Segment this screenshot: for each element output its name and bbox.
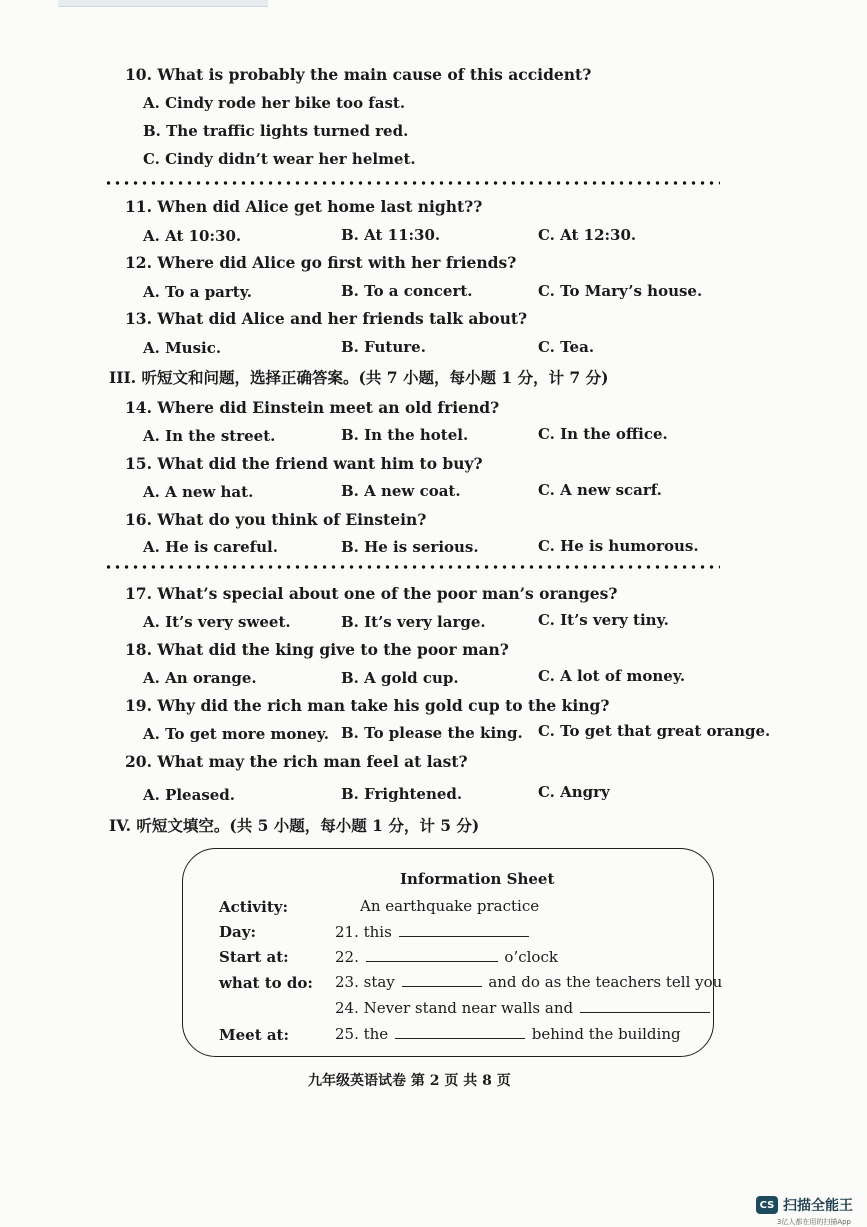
question-20: 20. What may the rich man feel at last? xyxy=(125,752,468,771)
blank-24[interactable] xyxy=(580,998,710,1013)
activity-label: Activity: xyxy=(219,898,288,916)
q10-option-b: B. The traffic lights turned red. xyxy=(143,122,409,140)
q17-option-a: A. It’s very sweet. xyxy=(143,613,291,631)
camscanner-logo-icon: CS xyxy=(756,1196,778,1214)
question-18: 18. What did the king give to the poor man? xyxy=(125,640,509,659)
q17-option-c: C. It’s very tiny. xyxy=(538,611,669,629)
question-19: 19. Why did the rich man take his gold cup to the king? xyxy=(125,696,610,715)
information-sheet-title: Information Sheet xyxy=(400,870,555,888)
q20-option-a: A. Pleased. xyxy=(143,786,236,804)
q10-option-a: A. Cindy rode her bike too fast. xyxy=(143,94,406,112)
blank-25-suffix: behind the building xyxy=(531,1025,681,1043)
q16-option-b: B. He is serious. xyxy=(341,538,479,556)
blank-24-row xyxy=(335,998,712,1017)
start-label: Start at: xyxy=(219,948,289,966)
q11-option-b: B. At 11:30. xyxy=(341,226,441,244)
blank-22-suffix: o’clock xyxy=(504,948,558,966)
watermark-subtitle: 3亿人都在用的扫描App xyxy=(776,1218,851,1226)
meet-label: Meet at: xyxy=(219,1026,290,1044)
question-15: 15. What did the friend want him to buy? xyxy=(125,454,483,473)
question-14: 14. Where did Einstein meet an old friend? xyxy=(125,398,500,417)
question-11: 11. When did Alice get home last night?? xyxy=(125,197,483,216)
q19-option-c: C. To get that great orange. xyxy=(538,722,771,740)
q12-option-c: C. To Mary’s house. xyxy=(538,282,703,300)
q11-option-c: C. At 12:30. xyxy=(538,226,637,244)
blank-23-prefix: 23. stay xyxy=(335,973,395,991)
q18-option-a: A. An orange. xyxy=(143,669,257,687)
question-16: 16. What do you think of Einstein? xyxy=(125,510,427,529)
q15-option-c: C. A new scarf. xyxy=(538,481,662,499)
question-12: 12. Where did Alice go first with her friends? xyxy=(125,253,517,272)
dotted-divider xyxy=(104,564,720,570)
q13-option-b: B. Future. xyxy=(341,338,426,356)
dotted-divider xyxy=(104,180,720,186)
q18-option-c: C. A lot of money. xyxy=(538,667,686,685)
blank-24-prefix: 24. Never stand near walls and xyxy=(335,999,574,1017)
q17-option-b: B. It’s very large. xyxy=(341,613,486,631)
q18-option-b: B. A gold cup. xyxy=(341,669,459,687)
q19-option-a: A. To get more money. xyxy=(143,725,330,743)
q14-option-b: B. In the hotel. xyxy=(341,426,469,444)
q14-option-c: C. In the office. xyxy=(538,425,668,443)
blank-23-row xyxy=(335,972,722,991)
question-17: 17. What’s special about one of the poor man’s oranges? xyxy=(125,584,618,603)
blank-23-suffix: and do as the teachers tell you xyxy=(488,973,723,991)
blank-23[interactable] xyxy=(402,972,482,987)
q13-option-c: C. Tea. xyxy=(538,338,595,356)
q15-option-a: A. A new hat. xyxy=(143,483,254,501)
activity-value: An earthquake practice xyxy=(360,897,540,915)
q20-option-c: C. Angry xyxy=(538,783,610,801)
blank-21-row xyxy=(335,922,531,941)
q10-option-c: C. Cindy didn’t wear her helmet. xyxy=(143,150,416,168)
q16-option-c: C. He is humorous. xyxy=(538,537,699,555)
blank-22[interactable] xyxy=(366,947,498,962)
section-3-heading: III. 听短文和问题，选择正确答案。(共 7 小题，每小题 1 分，计 7 分) xyxy=(109,368,609,387)
q13-option-a: A. Music. xyxy=(143,339,222,357)
scanner-watermark xyxy=(756,1195,853,1215)
q14-option-a: A. In the street. xyxy=(143,427,276,445)
q20-option-b: B. Frightened. xyxy=(341,785,463,803)
q12-option-a: A. To a party. xyxy=(143,283,252,301)
scan-edge-strip xyxy=(58,0,268,7)
blank-21-prefix: 21. this xyxy=(335,923,392,941)
q16-option-a: A. He is careful. xyxy=(143,538,278,556)
day-label: Day: xyxy=(219,923,256,941)
blank-25-prefix: 25. the xyxy=(335,1025,389,1043)
blank-21[interactable] xyxy=(399,922,529,937)
blank-25[interactable] xyxy=(395,1024,525,1039)
q19-option-b: B. To please the king. xyxy=(341,724,523,742)
blank-22-row xyxy=(335,947,558,966)
section-4-heading: IV. 听短文填空。(共 5 小题，每小题 1 分，计 5 分) xyxy=(109,816,480,835)
q11-option-a: A. At 10:30. xyxy=(143,227,242,245)
q15-option-b: B. A new coat. xyxy=(341,482,461,500)
question-13: 13. What did Alice and her friends talk about? xyxy=(125,309,528,328)
question-10: 10. What is probably the main cause of this accident? xyxy=(125,65,592,84)
q12-option-b: B. To a concert. xyxy=(341,282,473,300)
page-footer: 九年级英语试卷 第 2 页 共 8 页 xyxy=(308,1073,511,1089)
blank-22-prefix: 22. xyxy=(335,948,359,966)
what-to-do-label: what to do: xyxy=(219,974,313,992)
watermark-name: 扫描全能王 xyxy=(783,1198,853,1214)
blank-25-row xyxy=(335,1024,681,1043)
